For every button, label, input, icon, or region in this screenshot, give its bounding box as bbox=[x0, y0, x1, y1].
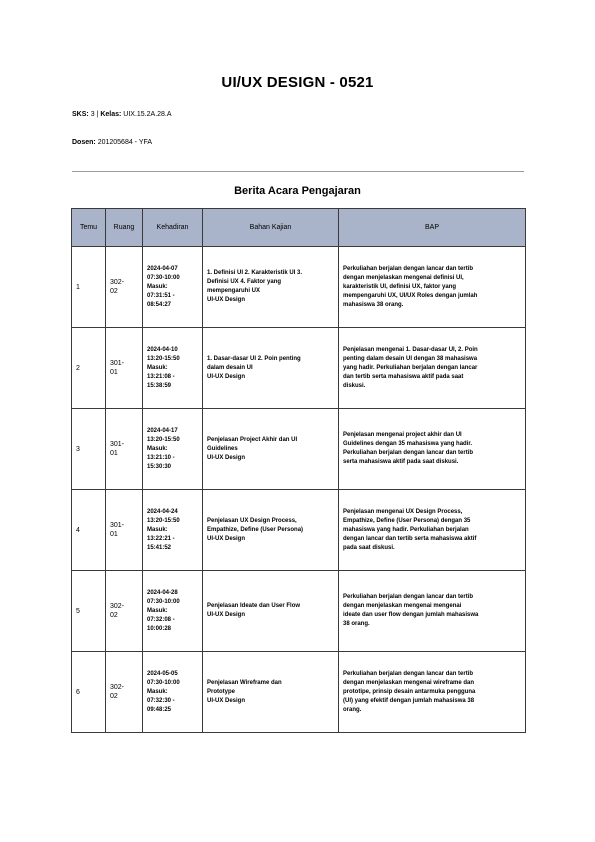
header-ruang: Ruang bbox=[106, 209, 143, 247]
bahan-kajian-cell: 1. Definisi UI 2. Karakteristik UI 3. Definisi UX 4. Faktor yang mempengaruhi UX UI-UX Design bbox=[203, 247, 339, 328]
temu-cell: 2 bbox=[72, 328, 106, 409]
bahan-kajian-cell: Penjelasan UX Design Process, Empathize, Define (User Persona) UI-UX Design bbox=[203, 490, 339, 571]
ruang-cell: 301- 01 bbox=[106, 490, 143, 571]
header-temu: Temu bbox=[72, 209, 106, 247]
temu-cell: 1 bbox=[72, 247, 106, 328]
ruang-cell: 301- 01 bbox=[106, 409, 143, 490]
temu-cell: 5 bbox=[72, 571, 106, 652]
divider bbox=[72, 171, 524, 172]
temu-cell: 3 bbox=[72, 409, 106, 490]
table-row bbox=[72, 409, 526, 490]
bahan-kajian-cell: Penjelasan Ideate dan User Flow UI-UX Design bbox=[203, 571, 339, 652]
bap-cell: Penjelasan mengenai UX Design Process, Empathize, Define (User Persona) dengan 35 mahasiswa yang hadir. Perkuliahan berjalan dengan lancar dan tertib serta mahasiswa aktif pada saat diskusi. bbox=[339, 490, 526, 571]
sks-label: SKS: bbox=[72, 111, 89, 118]
kehadiran-cell: 2024-05-05 07:30-10:00 Masuk: 07:32:30 - 09:48:25 bbox=[143, 652, 203, 733]
course-info bbox=[72, 111, 172, 118]
kehadiran-cell: 2024-04-17 13:20-15:50 Masuk: 13:21:10 - 15:30:30 bbox=[143, 409, 203, 490]
lecturer-info bbox=[72, 139, 152, 146]
header-bahan-kajian: Bahan Kajian bbox=[203, 209, 339, 247]
separator: | bbox=[96, 111, 99, 118]
ruang-cell: 302- 02 bbox=[106, 247, 143, 328]
temu-cell: 6 bbox=[72, 652, 106, 733]
bahan-kajian-cell: 1. Dasar-dasar UI 2. Poin penting dalam desain UI UI-UX Design bbox=[203, 328, 339, 409]
kelas-value: UIX.15.2A.28.A bbox=[123, 111, 172, 118]
kehadiran-cell: 2024-04-10 13:20-15:50 Masuk: 13:21:08 - 15:38:59 bbox=[143, 328, 203, 409]
ruang-cell: 301- 01 bbox=[106, 328, 143, 409]
header-kehadiran: Kehadiran bbox=[143, 209, 203, 247]
teaching-record-table bbox=[71, 208, 526, 733]
bahan-kajian-cell: Penjelasan Wireframe dan Prototype UI-UX Design bbox=[203, 652, 339, 733]
table-row bbox=[72, 247, 526, 328]
ruang-cell: 302- 02 bbox=[106, 571, 143, 652]
table-header-row bbox=[72, 209, 526, 247]
section-title: Berita Acara Pengajaran bbox=[234, 185, 361, 197]
kehadiran-cell: 2024-04-28 07:30-10:00 Masuk: 07:32:08 - 10:00:28 bbox=[143, 571, 203, 652]
bap-cell: Penjelasan mengenai 1. Dasar-dasar UI, 2. Poin penting dalam desain UI dengan 38 mahasiswa yang hadir. Perkuliahan berjalan dengan lancar dan tertib serta mahasiswa aktif pada saat diskusi. bbox=[339, 328, 526, 409]
bap-cell: Penjelasan mengenai project akhir dan UI Guidelines dengan 35 mahasiswa yang hadir. Perkuliahan berjalan dengan lancar dan tertib serta mahasiswa aktif pada saat diskusi. bbox=[339, 409, 526, 490]
table-row bbox=[72, 571, 526, 652]
kehadiran-cell: 2024-04-07 07:30-10:00 Masuk: 07:31:51 - 08:54:27 bbox=[143, 247, 203, 328]
bap-cell: Perkuliahan berjalan dengan lancar dan tertib dengan menjelaskan mengenai definisi UI, karakteristik UI, definisi UX, faktor yang mempengaruhi UX, UI/UX Roles dengan jumlah mahasiswa 38 orang. bbox=[339, 247, 526, 328]
ruang-cell: 302- 02 bbox=[106, 652, 143, 733]
kelas-label: Kelas: bbox=[100, 111, 122, 118]
kehadiran-cell: 2024-04-24 13:20-15:50 Masuk: 13:22:21 - 15:41:52 bbox=[143, 490, 203, 571]
bap-cell: Perkuliahan berjalan dengan lancar dan tertib dengan menjelaskan mengenai wireframe dan prototipe, prinsip desain antarmuka pengguna (UI) yang efektif dengan jumlah mahasiswa 38 orang. bbox=[339, 652, 526, 733]
temu-cell: 4 bbox=[72, 490, 106, 571]
dosen-label: Dosen: bbox=[72, 139, 96, 146]
table-row bbox=[72, 652, 526, 733]
table-row bbox=[72, 490, 526, 571]
bap-cell: Perkuliahan berjalan dengan lancar dan tertib dengan menjelaskan mengenai mengenai ideate dan user flow dengan jumlah mahasiswa 38 orang. bbox=[339, 571, 526, 652]
sks-value: 3 bbox=[90, 111, 95, 118]
table-row bbox=[72, 328, 526, 409]
bahan-kajian-cell: Penjelasan Project Akhir dan UI Guidelines UI-UX Design bbox=[203, 409, 339, 490]
page-title: UI/UX DESIGN - 0521 bbox=[221, 74, 374, 91]
dosen-value: 201205684 - YFA bbox=[97, 139, 153, 146]
header-bap: BAP bbox=[339, 209, 526, 247]
